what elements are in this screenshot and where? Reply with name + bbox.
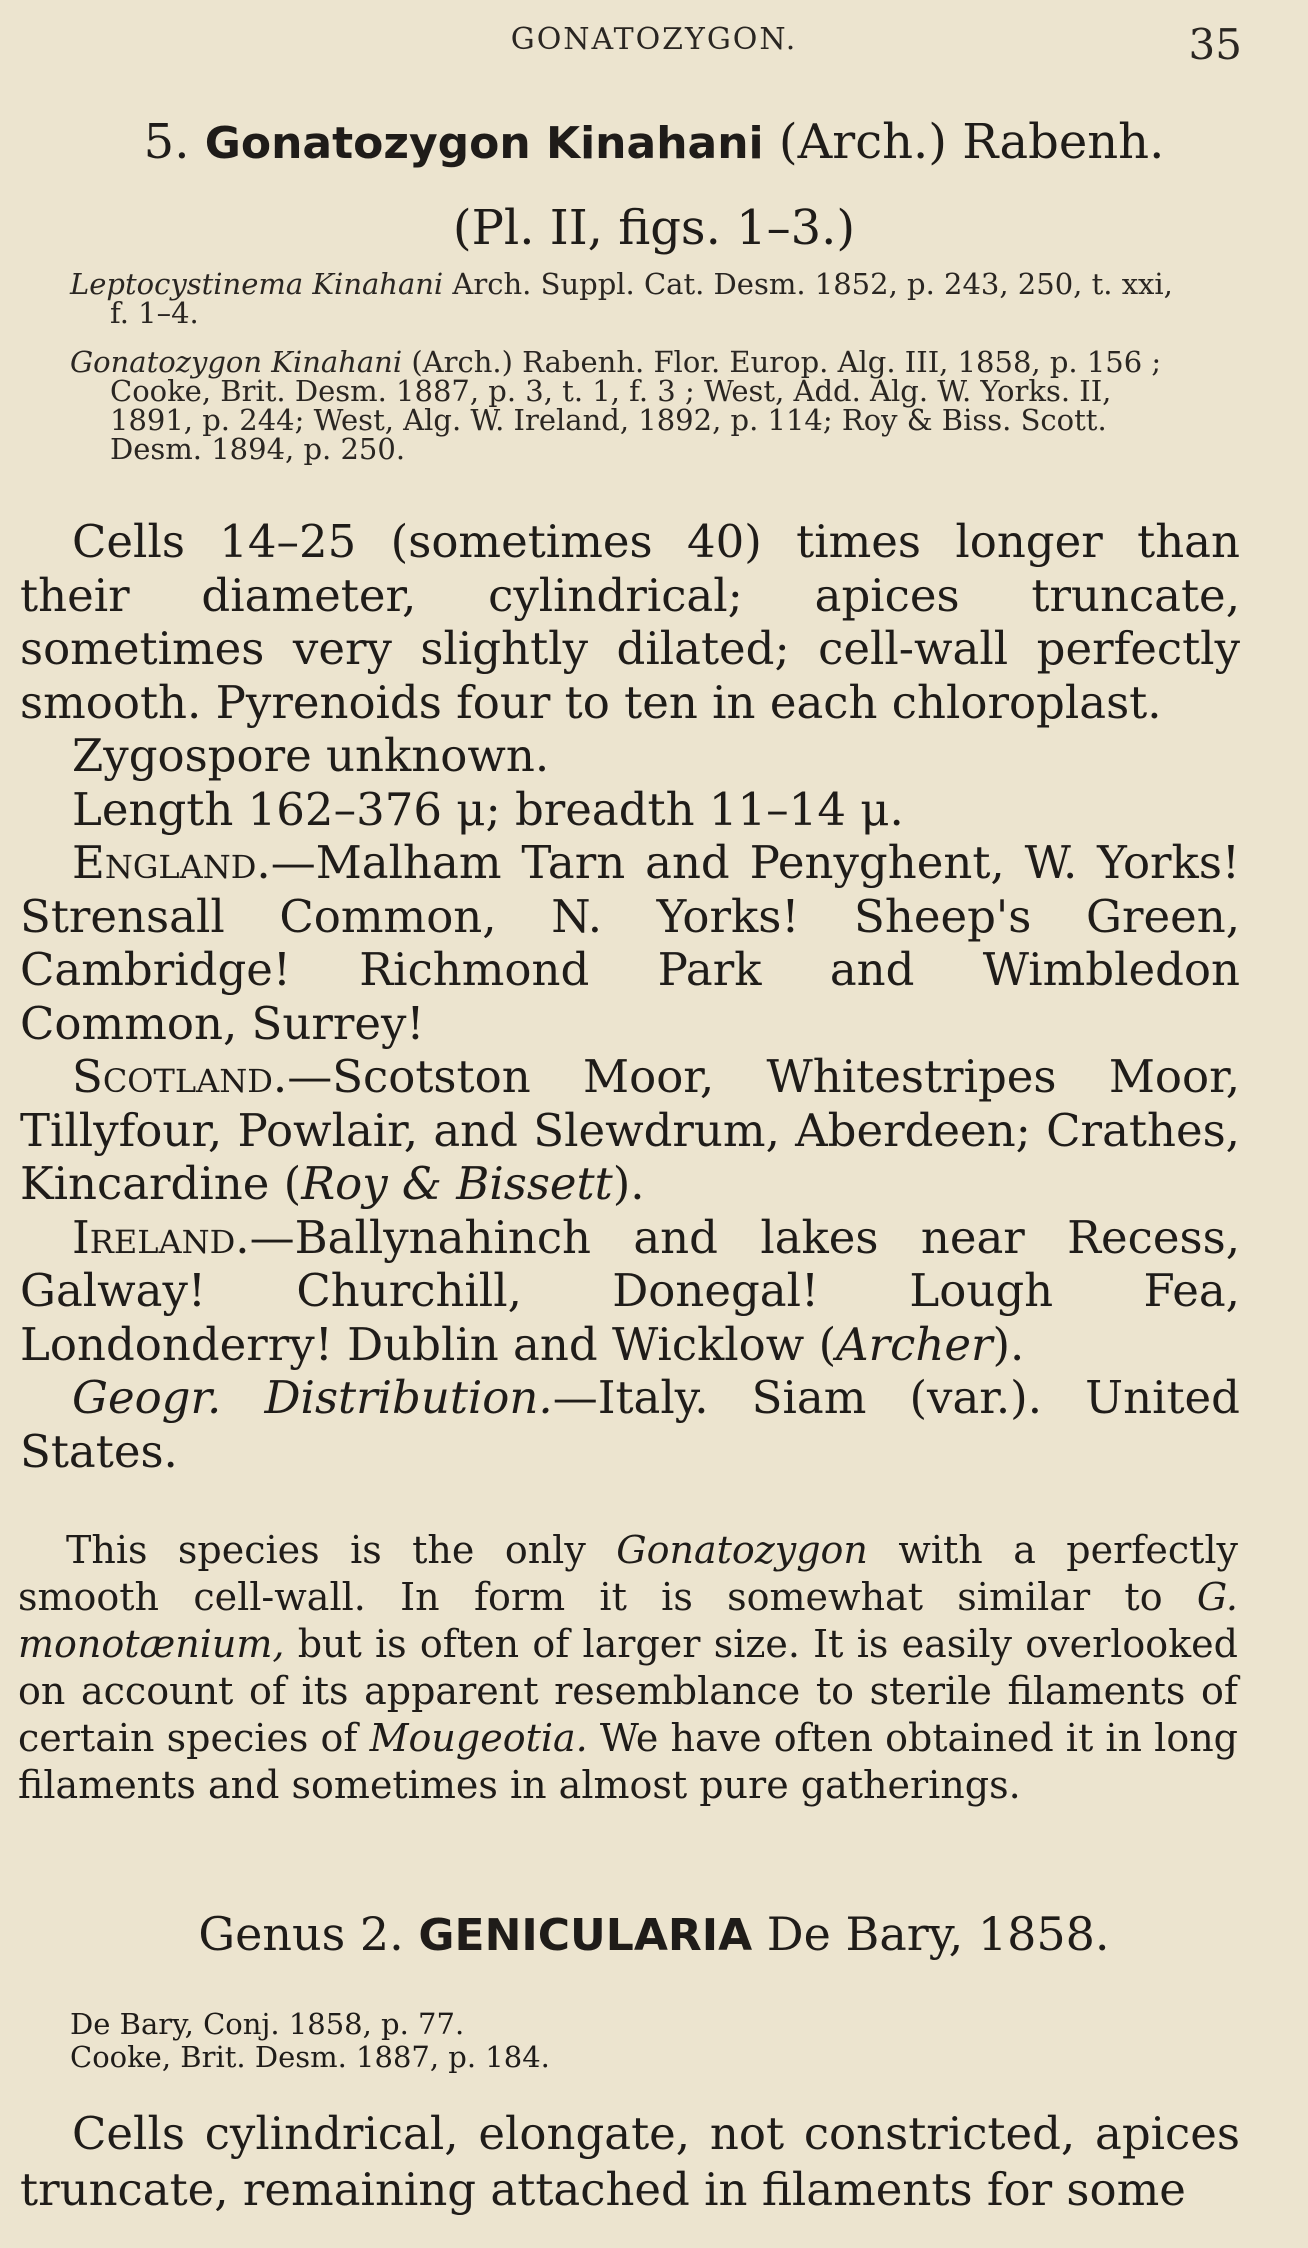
genus-reference: De Bary, Conj. 1858, p. 77.	[70, 2007, 465, 2041]
zygospore-note: Zygospore unknown.	[72, 729, 550, 782]
ireland-localities: Ireland.—Ballynahinch and lakes near Recess, Galway! Churchill, Donegal! Lough Fea, Londonderry! Dublin and Wicklow (Archer).	[20, 1210, 1240, 1371]
species-description	[20, 515, 1240, 1478]
ireland-label: Ireland.	[72, 1210, 250, 1264]
genus-heading	[0, 1907, 1308, 1961]
dimensions: Length 162–376 μ; breadth 11–14 μ.	[72, 782, 904, 836]
cell-description: Cells 14–25 (sometimes 40) times longer than their diameter, cylindrical; apices truncate, sometimes very slightly dilated; cell-wall perfectly smooth. Pyrenoids four to ten in each chloroplast.	[20, 515, 1240, 729]
species-ref-line-4: Desm. 1894, p. 250.	[110, 432, 406, 466]
species-reference	[70, 345, 1250, 466]
species-ref-line-2: Cooke, Brit. Desm. 1887, p. 3, t. 1, f. 3 ; West, Add. Alg. W. Yorks. II,	[110, 374, 1112, 408]
page-number: 35	[1188, 20, 1242, 69]
species-name: Gonatozygon Kinahani	[204, 118, 764, 169]
species-heading	[0, 110, 1308, 176]
genus-description: Cells cylindrical, elongate, not constricted, apices truncate, remaining attached in filaments for some	[20, 2107, 1240, 2216]
species-ref-line-3: 1891, p. 244; West, Alg. W. Ireland, 1892, p. 114; Roy & Biss. Scott.	[110, 403, 1107, 437]
scotland-localities: Scotland.—Scotston Moor, Whitestripes Moor, Tillyfour, Powlair, and Slewdrum, Aberdeen; Crathes, Kincardine (Roy & Bissett).	[20, 1050, 1240, 1210]
species-ref-citation: (Arch.) Rabenh. Flor. Europ. Alg. III, 1858, p. 156 ;	[402, 345, 1162, 379]
genus-name: GENICULARIA	[418, 1910, 753, 1961]
synonym-reference	[70, 267, 1250, 330]
genus-references	[70, 2008, 1170, 2074]
genus-reference: Cooke, Brit. Desm. 1887, p. 184.	[70, 2040, 550, 2074]
running-title: GONATOZYGON.	[510, 22, 798, 57]
genus-authority: De Bary, 1858.	[766, 1907, 1110, 1961]
running-head	[0, 22, 1308, 72]
geogr-label: Geogr. Distribution.	[72, 1371, 553, 1424]
species-number: 5.	[143, 114, 190, 170]
species-ref-name: Gonatozygon Kinahani	[70, 345, 403, 379]
species-note: This species is the only Gonatozygon with a perfectly smooth cell-wall. In form it is somewhat similar to G. monotænium, but is often of larger size. It is easily overlooked on account of its apparent resemblance to sterile filaments of certain species of Mougeotia. We have often obtained it in long filaments and sometimes in almost pure gatherings.	[18, 1528, 1238, 1807]
plate-reference: (Pl. II, figs. 1–3.)	[452, 200, 856, 256]
geographic-distribution: Geogr. Distribution.—Italy. Siam (var.). United States.	[20, 1371, 1240, 1478]
synonym-name: Leptocystinema Kinahani	[70, 267, 444, 301]
genus-label: Genus 2.	[198, 1907, 404, 1961]
england-localities: England.—Malham Tarn and Penyghent, W. Yorks! Strensall Common, N. Yorks! Sheep's Green, Cambridge! Richmond Park and Wimbledon Common, Surrey!	[20, 836, 1240, 1050]
scotland-label: Scotland.	[72, 1050, 288, 1103]
england-label: England.	[72, 836, 271, 889]
synonym-citation-cont: f. 1–4.	[110, 296, 199, 330]
synonym-citation: Arch. Suppl. Cat. Desm. 1852, p. 243, 250, t. xxi,	[443, 267, 1173, 301]
species-authority: (Arch.) Rabenh.	[778, 114, 1165, 170]
